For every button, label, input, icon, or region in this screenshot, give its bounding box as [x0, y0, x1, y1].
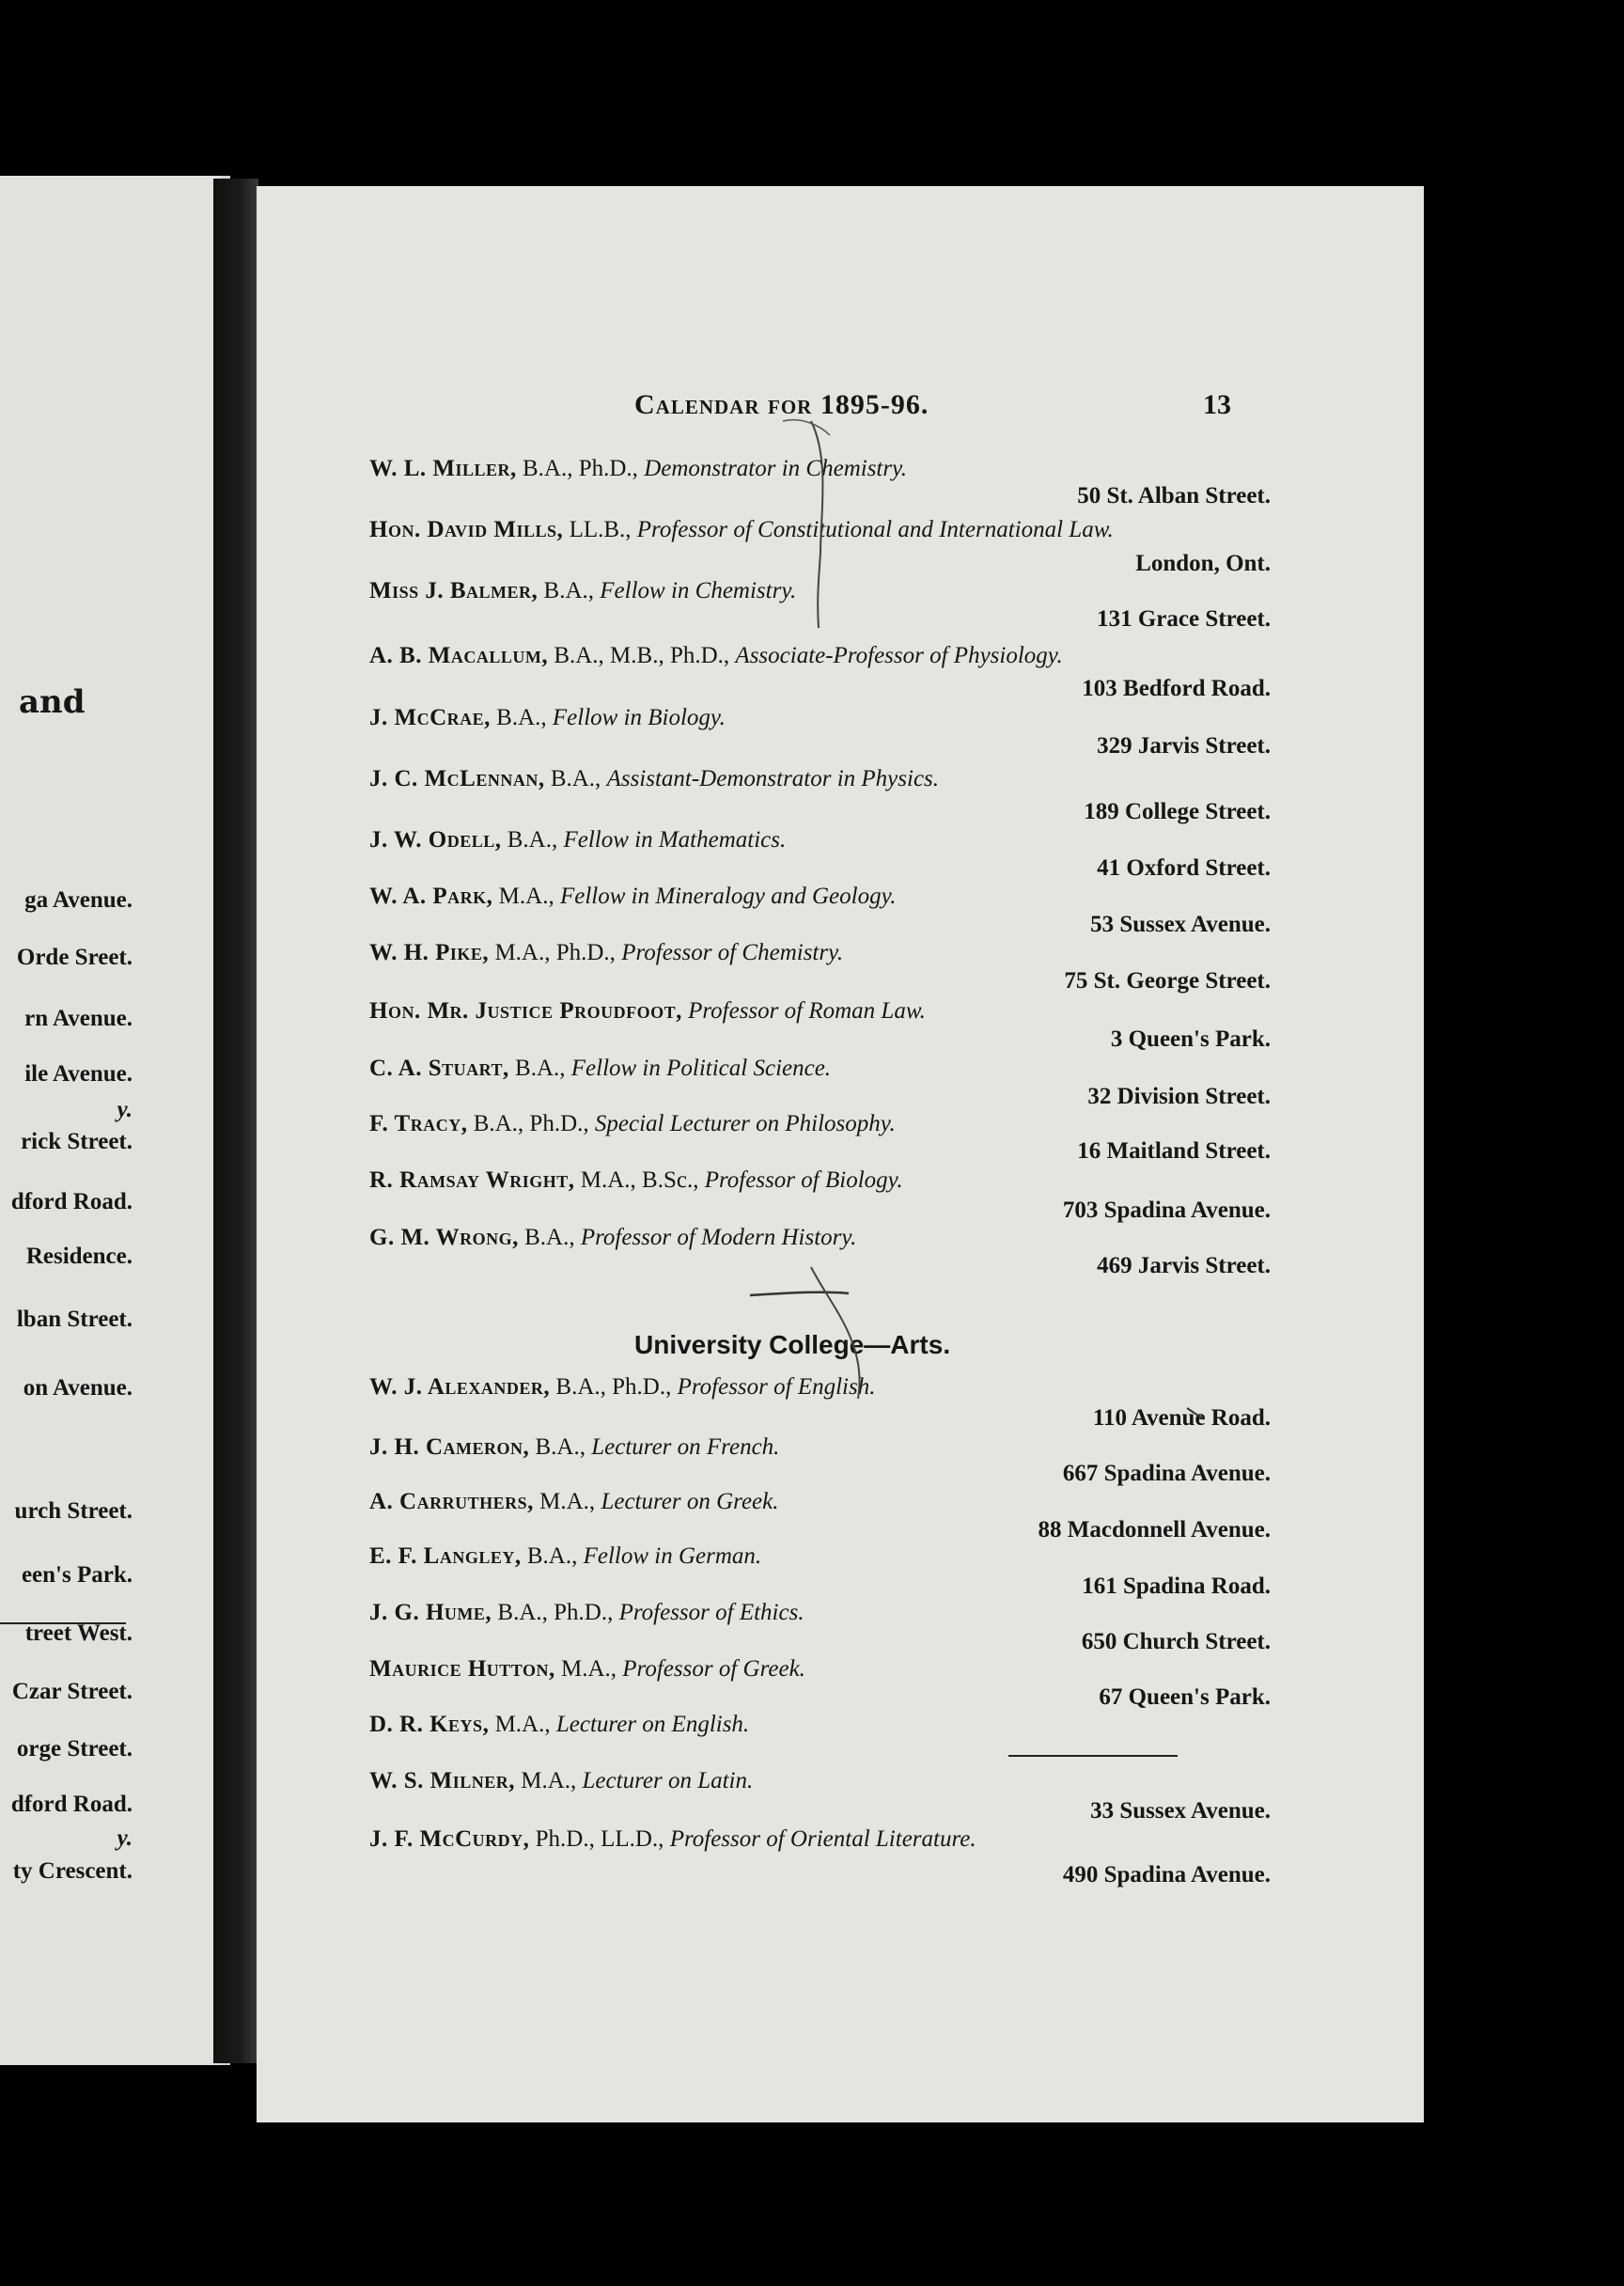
entry-title: Associate-Professor of Physiology.: [735, 643, 1063, 668]
faculty-entry: [369, 1434, 779, 1461]
entry-address: 650 Church Street.: [1081, 1629, 1271, 1654]
faculty-entry: [369, 643, 1063, 669]
left-page-line: treet West.: [24, 1621, 133, 1646]
faculty-entry: [369, 827, 786, 853]
entry-title: Professor of Roman Law.: [688, 998, 926, 1024]
entry-degrees: M.A.,: [554, 1656, 623, 1682]
left-page-line: dford Road.: [10, 1189, 133, 1214]
entry-name: Maurice Hutton,: [369, 1656, 555, 1682]
entry-degrees: B.A., Ph.D.,: [516, 456, 645, 481]
entry-degrees: B.A.,: [521, 1543, 584, 1569]
entry-name: J. G. Hume,: [369, 1600, 492, 1625]
entry-address: 88 Macdonnell Avenue.: [1038, 1517, 1271, 1542]
entry-title: Assistant-Demonstrator in Physics.: [606, 766, 940, 791]
left-page-line: ile Avenue.: [24, 1061, 133, 1087]
left-page-line: Orde Sreet.: [16, 945, 133, 970]
entry-degrees: B.A.,: [508, 1056, 571, 1081]
entry-title: Special Lecturer on Philosophy.: [594, 1111, 896, 1136]
left-page-line: orge Street.: [16, 1736, 133, 1761]
entry-title: Lecturer on English.: [555, 1712, 750, 1737]
entry-title: Demonstrator in Chemistry.: [644, 456, 908, 481]
left-page-line: rn Avenue.: [24, 1006, 133, 1031]
entry-degrees: B.A.,: [544, 766, 607, 791]
entry-degrees: M.A., Ph.D.,: [489, 940, 622, 965]
entry-name: J. C. McLennan,: [369, 766, 545, 791]
section-heading: University College—Arts.: [634, 1330, 951, 1359]
entry-name: W. H. Pike,: [369, 940, 490, 965]
entry-name: W. S. Milner,: [369, 1768, 515, 1793]
entry-title: Fellow in German.: [583, 1543, 762, 1569]
faculty-entry: [369, 1167, 903, 1194]
entry-address: 75 St. George Street.: [1064, 968, 1271, 994]
entry-title: Lecturer on Latin.: [582, 1768, 754, 1793]
entry-address: 329 Jarvis Street.: [1097, 733, 1271, 759]
entry-title: Fellow in Biology.: [552, 705, 726, 730]
entry-name: G. M. Wrong,: [369, 1225, 519, 1250]
entry-degrees: B.A.,: [490, 705, 553, 730]
left-page-line: ty Crescent.: [12, 1858, 133, 1884]
entry-degrees: B.A., M.B., Ph.D.,: [548, 643, 736, 668]
entry-address: 667 Spadina Avenue.: [1062, 1461, 1271, 1486]
entry-title: Lecturer on Greek.: [601, 1489, 779, 1514]
left-page-line: urch Street.: [14, 1498, 133, 1524]
faculty-entry: [369, 1489, 779, 1515]
faculty-entry: [369, 1056, 831, 1082]
faculty-entry: [369, 1656, 805, 1683]
entry-degrees: M.A.,: [489, 1712, 556, 1737]
entry-degrees: M.A., B.Sc.,: [574, 1167, 705, 1193]
entry-degrees: B.A., Ph.D.,: [492, 1600, 619, 1625]
entry-address: 50 St. Alban Street.: [1077, 483, 1271, 509]
entry-name: F. Tracy,: [369, 1111, 468, 1136]
pencil-stroke: [783, 420, 830, 435]
entry-address: 33 Sussex Avenue.: [1090, 1798, 1271, 1824]
pencil-stroke: [750, 1292, 849, 1295]
entry-name: Hon. David Mills,: [369, 517, 564, 542]
faculty-entry: [369, 1600, 804, 1626]
entry-address: 703 Spadina Avenue.: [1062, 1198, 1271, 1223]
entry-title: Fellow in Mathematics.: [563, 827, 787, 853]
binding-gutter: [213, 179, 258, 2063]
entry-address: 67 Queen's Park.: [1099, 1684, 1271, 1710]
entry-degrees: B.A.,: [518, 1225, 581, 1250]
entry-name: R. Ramsay Wright,: [369, 1167, 575, 1193]
entry-title: Fellow in Mineralogy and Geology.: [559, 884, 897, 909]
entry-degrees: LL.B.,: [563, 517, 637, 542]
faculty-entry: [369, 998, 926, 1025]
entry-address: 490 Spadina Avenue.: [1062, 1862, 1271, 1887]
entry-address: London, Ont.: [1135, 551, 1271, 576]
left-page-line: Czar Street.: [11, 1679, 133, 1704]
left-page-line: Residence.: [25, 1244, 133, 1269]
faculty-entry: [369, 1826, 976, 1853]
entry-degrees: M.A.,: [533, 1489, 601, 1514]
faculty-entry: [369, 1768, 753, 1794]
entry-name: W. L. Miller,: [369, 456, 517, 481]
faculty-entry: [369, 456, 907, 482]
entry-degrees: B.A.,: [501, 827, 564, 853]
entry-degrees: M.A.,: [492, 884, 560, 909]
faculty-entry: [369, 705, 726, 731]
entry-degrees: B.A., Ph.D.,: [550, 1374, 678, 1400]
left-page-line: ga Avenue.: [24, 887, 133, 913]
left-page-line: dford Road.: [10, 1792, 133, 1817]
entry-degrees: Ph.D., LL.D.,: [529, 1826, 670, 1852]
entry-title: Professor of Chemistry.: [621, 940, 844, 965]
entry-address: 103 Bedford Road.: [1082, 676, 1271, 701]
entry-degrees: B.A.,: [529, 1434, 592, 1460]
faculty-entry: [369, 1111, 896, 1137]
entry-address: 16 Maitland Street.: [1077, 1138, 1271, 1164]
faculty-entry: [369, 1543, 761, 1570]
left-page-line: lban Street.: [16, 1307, 133, 1332]
faculty-entry: [369, 1225, 856, 1251]
left-page-heading: and: [19, 683, 86, 721]
entry-name: Hon. Mr. Justice Proudfoot,: [369, 998, 682, 1024]
entry-name: J. H. Cameron,: [369, 1434, 530, 1460]
entry-title: Fellow in Chemistry.: [600, 578, 797, 603]
faculty-entry: [369, 578, 796, 604]
entry-title: Professor of Ethics.: [618, 1600, 804, 1625]
entry-name: J. W. Odell,: [369, 827, 502, 853]
entry-name: J. F. McCurdy,: [369, 1826, 530, 1852]
faculty-entry: [369, 517, 1114, 543]
entry-name: W. J. Alexander,: [369, 1374, 551, 1400]
left-page-line: y.: [117, 1097, 133, 1122]
left-facing-page: [0, 176, 230, 2065]
left-page-line: on Avenue.: [23, 1375, 133, 1401]
entry-name: C. A. Stuart,: [369, 1056, 509, 1081]
entry-name: E. F. Langley,: [369, 1543, 522, 1569]
entry-address: 110 Avenue Road.: [1092, 1405, 1271, 1431]
running-header: Calendar for 1895-96.: [634, 389, 929, 420]
entry-title: Fellow in Political Science.: [570, 1056, 832, 1081]
right-page: [257, 186, 1424, 2122]
entry-title: Professor of Oriental Literature.: [669, 1826, 976, 1852]
entry-address: 131 Grace Street.: [1097, 606, 1271, 632]
entry-name: J. McCrae,: [369, 705, 491, 730]
entry-name: A. Carruthers,: [369, 1489, 534, 1514]
entry-degrees: B.A.,: [538, 578, 601, 603]
entry-address: 41 Oxford Street.: [1097, 855, 1271, 881]
left-page-line: een's Park.: [21, 1562, 133, 1588]
left-page-line: y.: [117, 1825, 133, 1851]
entry-address: 53 Sussex Avenue.: [1090, 912, 1271, 937]
entry-degrees: M.A.,: [514, 1768, 583, 1793]
entry-title: Professor of Constitutional and International Law.: [636, 517, 1114, 542]
entry-degrees: B.A., Ph.D.,: [467, 1111, 595, 1136]
entry-name: W. A. Park,: [369, 884, 493, 909]
entry-address: 161 Spadina Road.: [1082, 1574, 1271, 1599]
faculty-entry: [369, 766, 939, 792]
faculty-entry: [369, 940, 843, 966]
page-number: 13: [1203, 389, 1231, 420]
entry-name: D. R. Keys,: [369, 1712, 490, 1737]
entry-name: A. B. Macallum,: [369, 643, 549, 668]
left-page-line: rick Street.: [21, 1129, 133, 1154]
entry-address: 3 Queen's Park.: [1110, 1026, 1271, 1052]
entry-title: Lecturer on French.: [591, 1434, 780, 1460]
entry-address: 469 Jarvis Street.: [1097, 1253, 1271, 1278]
entry-title: Professor of English.: [677, 1374, 876, 1400]
entry-address: 32 Division Street.: [1087, 1084, 1271, 1109]
entry-address: 189 College Street.: [1084, 799, 1271, 824]
entry-title: Professor of Greek.: [622, 1656, 805, 1682]
entry-title: Professor of Modern History.: [580, 1225, 857, 1250]
faculty-entry: [369, 1712, 749, 1738]
entry-title: Professor of Biology.: [704, 1167, 903, 1193]
entry-name: Miss J. Balmer,: [369, 578, 539, 603]
faculty-entry: [369, 884, 897, 910]
section-rule: [1008, 1755, 1178, 1757]
faculty-entry: [369, 1374, 875, 1401]
